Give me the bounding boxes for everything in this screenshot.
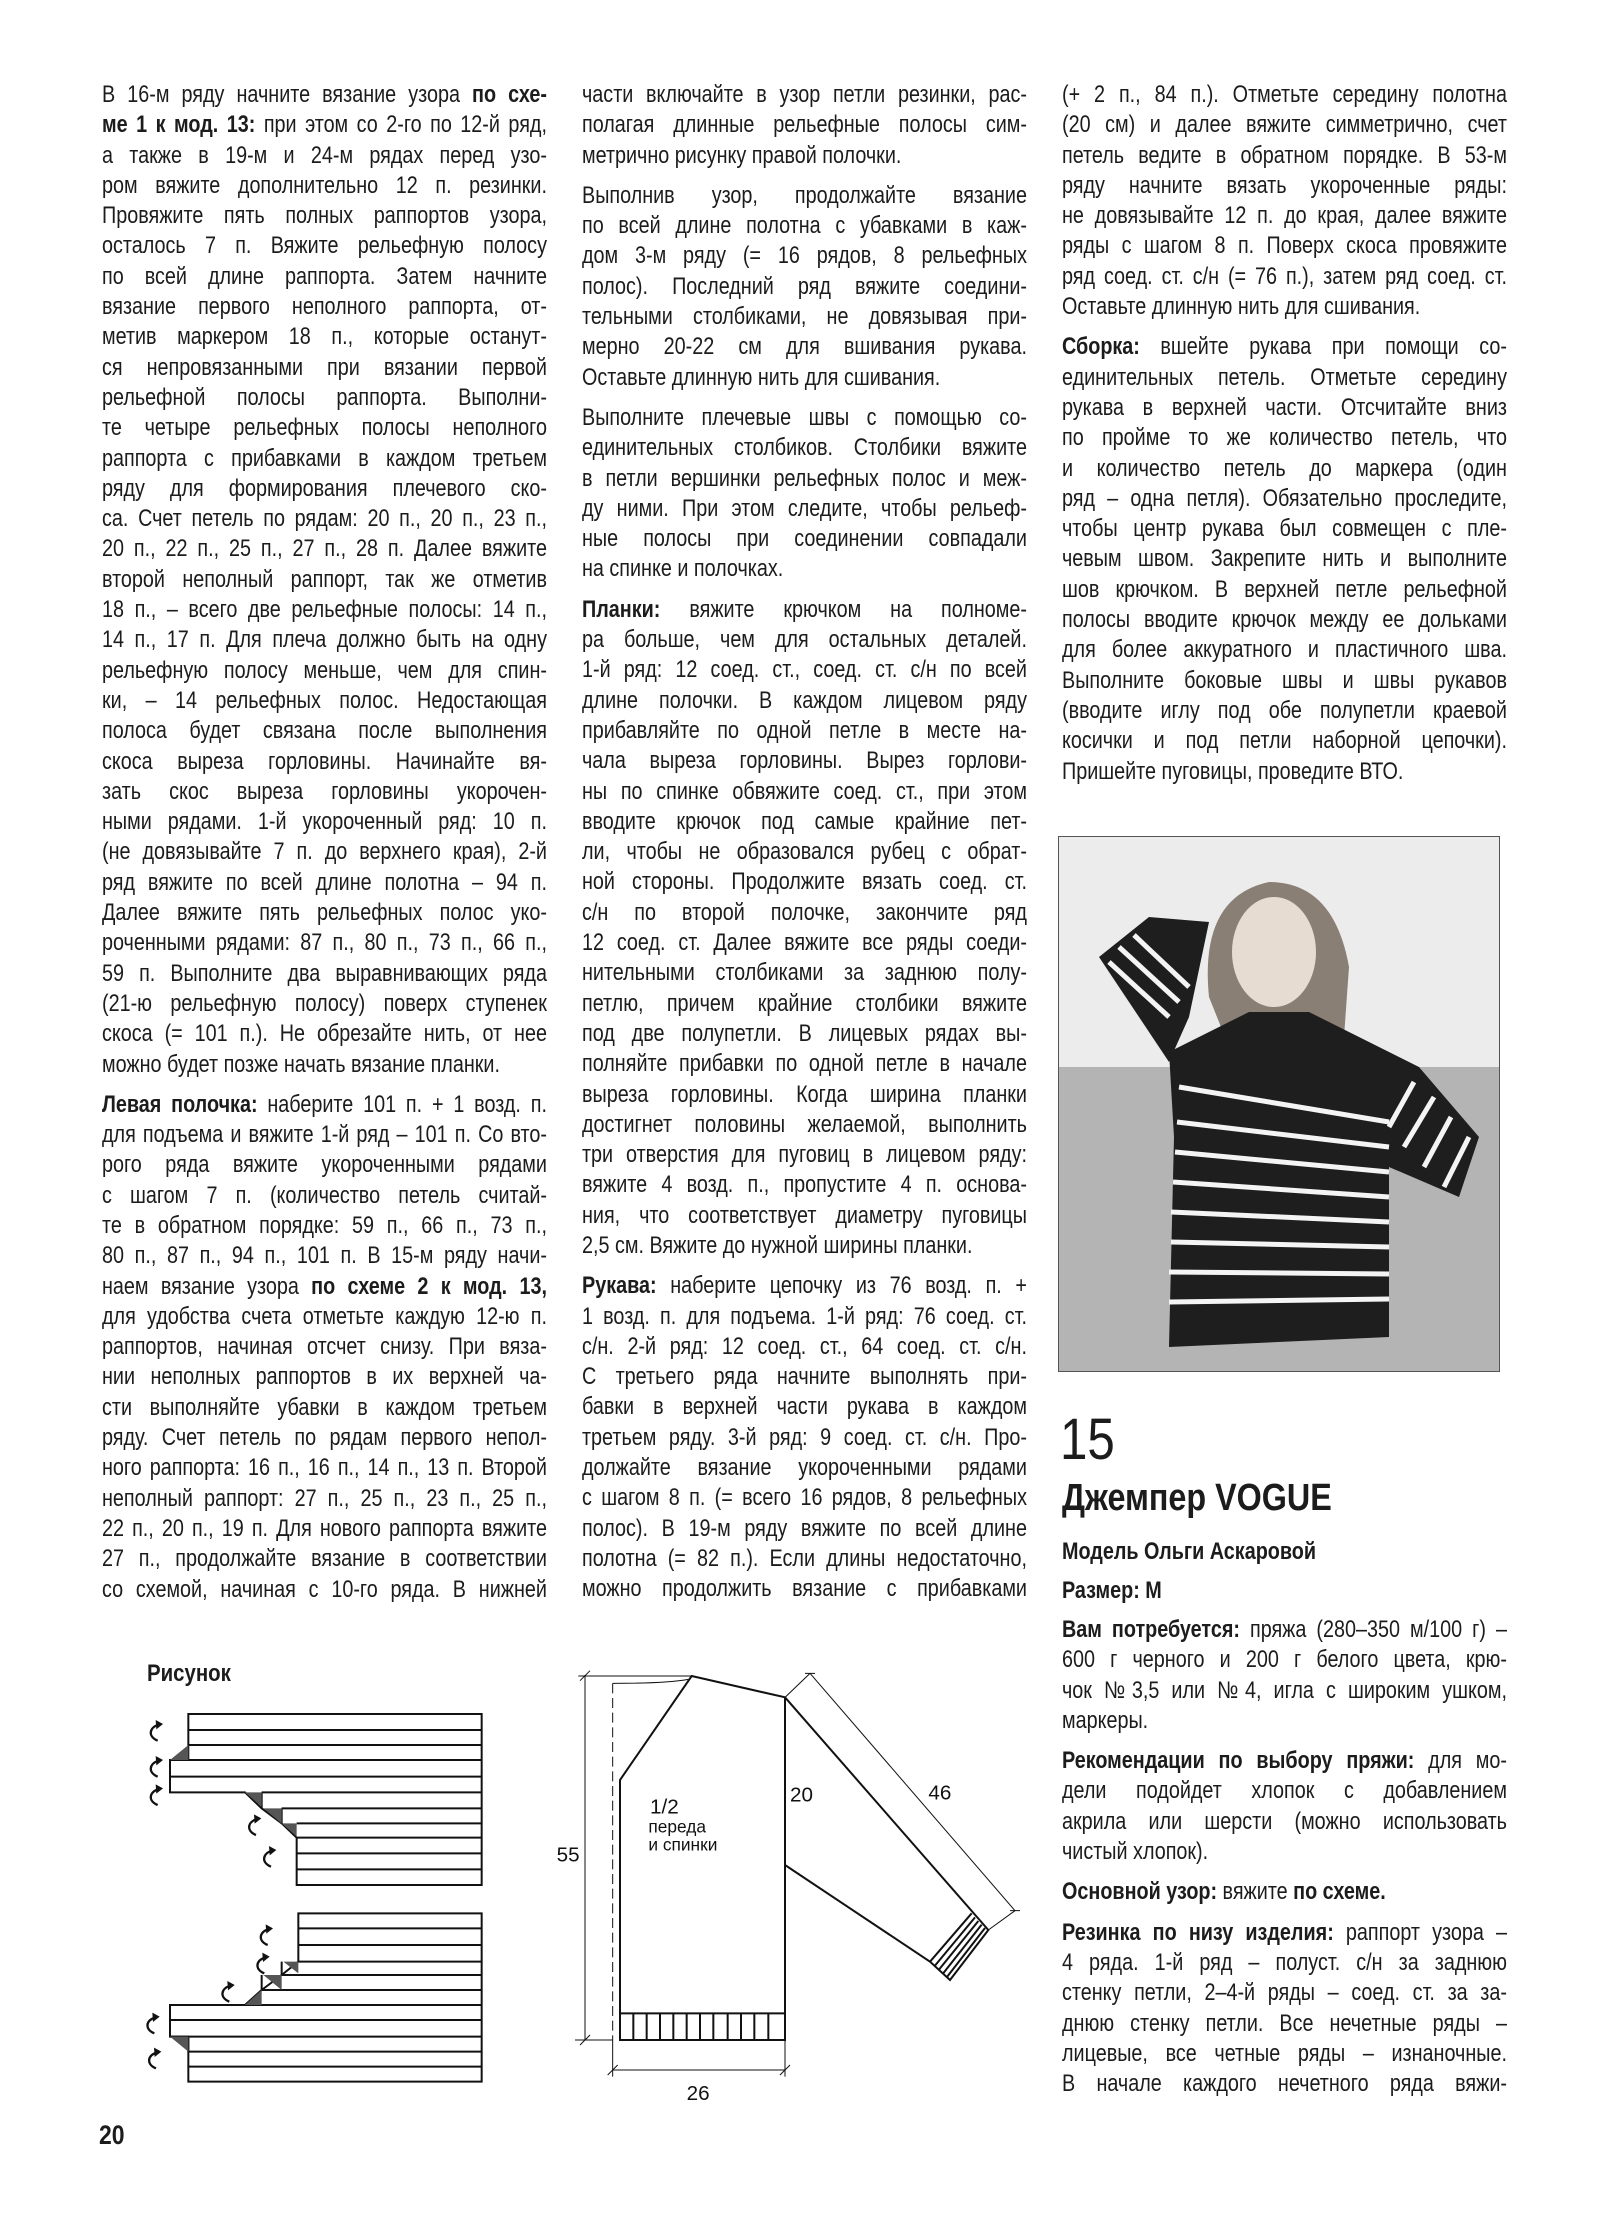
article-text <box>1062 1615 1507 2109</box>
text-line: под две полупетли. В лицевых рядах вы- <box>582 1019 1027 1047</box>
text-column-2 <box>582 80 1027 1615</box>
turn-arrow-icon <box>151 1720 163 1741</box>
text-line: ли, чтобы не образовался рубец с обрат- <box>582 838 1027 866</box>
text-segment: раппорт узора – <box>1333 1918 1507 1946</box>
text-line: чевым швом. Закрепите нить и выполните <box>1062 545 1507 573</box>
text-line: и количество петель до маркера (один <box>1062 454 1507 482</box>
text-segment: вяжите крючком на полноме- <box>660 595 1027 623</box>
text-line: скоса (= 101 п.). Не обрезайте нить, от нее <box>102 1020 547 1048</box>
text-line: С третьего ряда начните выполнять при- <box>582 1363 1027 1391</box>
garment-schematic <box>540 1640 1040 2120</box>
text-line: чтобы центр рукава был совмещен с пле- <box>1062 515 1507 543</box>
turn-arrow-icon <box>151 1756 163 1777</box>
text-line: те в обратном порядке: 59 п., 66 п., 73 п., <box>102 1211 547 1239</box>
text-line: раппорта с прибавками в каждом третьем <box>102 444 547 472</box>
text-line: бавки в верхней части рукава в каждом <box>582 1393 1027 1421</box>
text-line <box>1062 1877 1507 1907</box>
text-line: 1 возд. п. для подъема. 1-й ряд: 76 соед. ст. <box>582 1302 1027 1330</box>
text-line: петлю, причем крайние столбики вяжите <box>582 989 1027 1017</box>
turn-arrow-icon <box>257 1953 269 1974</box>
article-size: Размер: M <box>1062 1577 1162 1604</box>
text-line: на спинке и полочках. <box>582 555 784 583</box>
text-line: ные полосы при соединении совпадали <box>582 525 1027 553</box>
text-line: второй неполный раппорт, так же отметив <box>102 565 547 593</box>
text-line: по всей длине полотна с убавками в каж- <box>582 212 1027 240</box>
article-title: Джемпер VOGUE <box>1062 1477 1332 1519</box>
bold-lead: по схеме 2 к мод. 13, <box>311 1272 547 1300</box>
text-line: единительных петель. Отметьте середину <box>1062 363 1507 391</box>
text-line: раппортов, начиная отсчет снизу. При вяза- <box>102 1333 547 1361</box>
text-line: чистый хлопок). <box>1062 1838 1209 1866</box>
bold-lead: Планки: <box>582 595 661 623</box>
page-number: 20 <box>99 2120 125 2150</box>
text-line: Пришейте пуговицы, проведите ВТО. <box>1062 757 1404 785</box>
paragraph <box>1062 1746 1507 1867</box>
text-line: в петли вершинки рельефных полос и меж- <box>582 464 1027 492</box>
text-line: ной стороны. Продолжите вязать соед. ст. <box>582 868 1027 896</box>
text-line: дом 3-м ряду (= 16 рядов, 8 рельефных <box>582 242 1027 270</box>
text-line: (вводите иглу под обе полупетли краевой <box>1062 696 1507 724</box>
text-line: для подъема и вяжите 1-й ряд – 101 п. Со вто- <box>102 1121 547 1149</box>
text-line: 2,5 см. Вяжите до нужной ширины планки. <box>582 1231 973 1259</box>
text-line <box>102 80 547 110</box>
paragraph <box>582 1271 1027 1604</box>
shaded-corner <box>170 1745 188 1760</box>
text-line: ром вяжите дополнительно 12 п. резинки. <box>102 171 547 199</box>
text-line: маркеры. <box>1062 1706 1149 1734</box>
text-line: сти выполняйте убавки в каждом третьем <box>102 1393 547 1421</box>
width-dimension-label: 26 <box>686 2082 710 2105</box>
text-line: ки, – 14 рельефных полос. Недостающая <box>102 686 547 714</box>
text-line: единительных столбиков. Столбики вяжите <box>582 434 1027 462</box>
text-line: достигнет половины желаемой, выполнить <box>582 1110 1027 1138</box>
paragraph <box>1062 332 1507 786</box>
text-line: скоса выреза горловины. Начинайте вя- <box>102 747 547 775</box>
text-line: ного раппорта: 16 п., 16 п., 14 п., 13 п. Второй <box>102 1454 547 1482</box>
text-segment: наберите цепочку из 76 возд. п. + <box>656 1272 1027 1300</box>
text-line <box>1062 1746 1507 1776</box>
text-line: со схемой, начиная с 10-го ряда. В нижней <box>102 1575 547 1603</box>
text-line: 12 соед. ст. Далее вяжите все ряды соеди- <box>582 929 1027 957</box>
text-line: а также в 19-м и 24-м рядах перед узо- <box>102 141 547 169</box>
text-line <box>102 110 547 140</box>
paragraph <box>582 80 1027 171</box>
text-line: чала выреза горловины. Вырез горлови- <box>582 747 1027 775</box>
bold-lead: по схеме. <box>1293 1878 1386 1906</box>
text-line: рельефную полосу меньше, чем для спин- <box>102 656 547 684</box>
text-line: чок №3,5 или №4, игла с широким ушком, <box>1062 1676 1507 1704</box>
text-line: три отверстия для пуговиц в лицевом ряду: <box>582 1141 1027 1169</box>
text-line: шов крючком. В верхней петле рельефной <box>1062 575 1507 603</box>
text-segment: при этом со 2-го по 12-й ряд, <box>255 111 547 139</box>
text-line: Провяжите пять полных раппортов узора, <box>102 202 547 230</box>
model-photo <box>1058 836 1500 1372</box>
text-line: с/н по второй полочке, закончите ряд <box>582 898 1027 926</box>
text-line <box>1062 1918 1507 1948</box>
text-line <box>102 1272 547 1302</box>
text-line: ряды с шагом 8 п. Поверх скоса провяжите <box>1062 232 1507 260</box>
text-line: по пройме то же количество петель, что <box>1062 424 1507 452</box>
text-line: 14 п., 17 п. Для плеча должно быть на одну <box>102 626 547 654</box>
text-line: петель ведите в обратном порядке. В 53-м <box>1062 141 1507 169</box>
text-line: тельными столбиками, не довязывая при- <box>582 303 1027 331</box>
text-line: 27 п., продолжайте вязание в соответствии <box>102 1545 547 1573</box>
article-author: Модель Ольги Аскаровой <box>1062 1538 1316 1565</box>
text-line: ряд соед. ст. с/н (= 76 п.), затем ряд соед. ст. <box>1062 262 1507 290</box>
text-line: полагая длинные рельефные полосы сим- <box>582 111 1027 139</box>
height-dimension-label: 55 <box>556 1843 580 1867</box>
text-line: рого ряда вяжите укороченными рядами <box>102 1151 547 1179</box>
body-outline <box>620 1676 785 2040</box>
photo-image <box>1059 837 1500 1372</box>
text-line: третьем ряду. 3-й ряд: 9 соед. ст. с/н. Про- <box>582 1423 1027 1451</box>
text-segment: для мо- <box>1414 1747 1507 1775</box>
text-line <box>1062 332 1507 362</box>
text-line: для удобства счета отметьте каждую 12-ю п. <box>102 1302 547 1330</box>
text-line: можно продолжить вязание с прибавками <box>582 1575 1027 1603</box>
text-line: с шагом 7 п. (количество петель считай- <box>102 1181 547 1209</box>
text-segment: наберите 101 п. + 1 возд. п. <box>257 1090 547 1118</box>
text-line: мерно 20-22 см для вшивания рукава. <box>582 333 1027 361</box>
paragraph <box>582 181 1027 393</box>
text-line: полос). Последний ряд вяжите соедини- <box>582 272 1027 300</box>
text-line: для более аккуратного и пластичного шва. <box>1062 636 1507 664</box>
turn-arrow-icon <box>264 1846 276 1867</box>
text-segment: вшейте рукава при помощи со- <box>1139 333 1507 361</box>
text-column-3 <box>1062 80 1507 797</box>
text-line: метив маркером 18 п., которые останут- <box>102 323 547 351</box>
bold-lead: Левая полочка: <box>102 1090 258 1118</box>
bold-lead: ме 1 к мод. 13: <box>102 111 256 139</box>
article-number: 15 <box>1060 1407 1115 1472</box>
text-line: с шагом 8 п. (= всего 16 рядов, 8 рельефных <box>582 1484 1027 1512</box>
turn-arrow-icon <box>222 1981 234 2002</box>
bold-lead: по схе- <box>472 81 547 108</box>
turn-arrow-icon <box>151 1784 163 1805</box>
paragraph <box>1062 1918 1507 2100</box>
text-line: ся непровязанными при вязании первой <box>102 353 547 381</box>
text-segment: наем вязание узора <box>102 1272 312 1300</box>
text-line: Выполните плечевые швы с помощью со- <box>582 403 1027 431</box>
turn-arrow-icon <box>149 2048 161 2069</box>
text-line: ными рядами. 1-й укороченный ряд: 10 п. <box>102 808 547 836</box>
bold-lead: Вам потребуется: <box>1062 1616 1240 1643</box>
text-line: днюю стенку петли. Все нечетные ряды – <box>1062 2009 1507 2037</box>
text-line: (не довязывайте 7 п. до верхнего края), 2-й <box>102 838 547 866</box>
text-line: полоса будет связана после выполнения <box>102 717 547 745</box>
text-line: ряд вяжите по всей длине полотна – 94 п. <box>102 868 547 896</box>
text-line: В начале каждого нечетного ряда вяжи- <box>1062 2070 1507 2098</box>
text-line: вязание первого неполного раппорта, от- <box>102 293 547 321</box>
text-line: выреза горловины. Когда ширина планки <box>582 1080 1027 1108</box>
text-line <box>582 1271 1027 1301</box>
text-line: метрично рисунку правой полочки. <box>582 141 902 169</box>
text-line: рельефной полосы раппорта. Выполни- <box>102 383 547 411</box>
text-line: 18 п., – всего две рельефные полосы: 14 п., <box>102 596 547 624</box>
text-segment: вяжите <box>1217 1878 1294 1906</box>
text-line: ряд – одна петля). Обязательно проследите, <box>1062 484 1507 512</box>
text-line: лицевые, все четные ряды – изнаночные. <box>1062 2039 1507 2067</box>
bold-lead: Резинка по низу изделия: <box>1062 1918 1334 1946</box>
paragraph <box>1062 1615 1507 1736</box>
paragraph <box>582 595 1027 1262</box>
text-line: вяжите 4 возд. п., пропустите 4 п. основа- <box>582 1171 1027 1199</box>
paragraph <box>1062 80 1507 322</box>
text-line: полосы вводите крючок между ее дольками <box>1062 606 1507 634</box>
text-line: Выполнив узор, продолжайте вязание <box>582 181 1027 209</box>
text-line: полос). В 19-м ряду вяжите по всей длине <box>582 1514 1027 1542</box>
turn-arrow-icon <box>261 1924 273 1945</box>
text-column-1 <box>102 80 547 1615</box>
text-line: акрила или шерсти (можно использовать <box>1062 1807 1507 1835</box>
text-line: должайте вязание укороченными рядами <box>582 1454 1027 1482</box>
piece-fraction-label: 1/2 <box>650 1795 679 1819</box>
text-line: Оставьте длинную нить для сшивания. <box>1062 293 1421 321</box>
text-line: нительными столбиками за заднюю полу- <box>582 959 1027 987</box>
sleeve-dimension-label: 46 <box>928 1781 952 1805</box>
pattern-figure-title: Рисунок <box>147 1660 231 1687</box>
paragraph <box>102 80 547 1080</box>
text-line <box>582 595 1027 625</box>
text-line: можно будет позже начать вязание планки. <box>102 1050 500 1078</box>
text-line: те четыре рельефных полосы неполного <box>102 414 547 442</box>
text-line: не довязывайте 12 п. до края, далее вяжите <box>1062 202 1507 230</box>
text-line: рукава в верхней части. Отсчитайте вниз <box>1062 393 1507 421</box>
turn-arrow-icon <box>147 2013 159 2034</box>
text-segment: пряжа (280–350 м/100 г) – <box>1239 1616 1507 1643</box>
text-line: полотна (= 82 п.). Если длины недостаточно, <box>582 1544 1027 1572</box>
bold-lead: Основной узор: <box>1062 1878 1218 1906</box>
bold-lead: Сборка: <box>1062 333 1140 361</box>
text-line: Далее вяжите пять рельефных полос уко- <box>102 899 547 927</box>
paragraph <box>102 1090 547 1605</box>
text-line: 600 г черного и 200 г белого цвета, крю- <box>1062 1646 1507 1674</box>
text-line <box>102 1090 547 1120</box>
text-line: 20 п., 22 п., 25 п., 27 п., 28 п. Далее вяжите <box>102 535 547 563</box>
text-line: длине полочки. В каждом лицевом ряду <box>582 686 1027 714</box>
text-line: роченными рядами: 87 п., 80 п., 73 п., 66 п., <box>102 929 547 957</box>
text-line: прибавляйте по одной петле в месте на- <box>582 716 1027 744</box>
text-line: осталось 7 п. Вяжите рельефную полосу <box>102 232 547 260</box>
text-line: ния, что соответствует диаметру пуговицы <box>582 1201 1027 1229</box>
paragraph <box>582 403 1027 585</box>
bold-lead: Рукава: <box>582 1272 657 1300</box>
turn-arrow-icon <box>249 1814 261 1835</box>
text-line: дели подойдет хлопок с добавлением <box>1062 1777 1507 1805</box>
text-line: са. Счет петель по рядам: 20 п., 20 п., 23 п., <box>102 505 547 533</box>
text-line: 80 п., 87 п., 94 п., 101 п. В 15-м ряду начи- <box>102 1242 547 1270</box>
armhole-dimension-label: 20 <box>790 1783 813 1807</box>
text-line: зать скос выреза горловины укорочен- <box>102 777 547 805</box>
text-line: (20 см) и далее вяжите симметрично, счет <box>1062 111 1507 139</box>
paragraph <box>1062 1877 1507 1907</box>
text-line: с/н. 2-й ряд: 12 соед. ст., 64 соед. ст. с/н. <box>582 1332 1027 1360</box>
text-line: Оставьте длинную нить для сшивания. <box>582 363 941 391</box>
text-line <box>1062 1615 1507 1645</box>
text-line: по всей длине раппорта. Затем начните <box>102 262 547 290</box>
text-line: вводите крючок под самые крайние пет- <box>582 807 1027 835</box>
text-line: ряду начните вязать укороченные ряды: <box>1062 171 1507 199</box>
pattern-diagram <box>130 1640 530 2090</box>
text-line: (+ 2 п., 84 п.). Отметьте середину полотна <box>1062 81 1507 108</box>
text-line: полняйте прибавки по одной петле в начале <box>582 1050 1027 1078</box>
piece-label-line1: переда <box>648 1816 707 1837</box>
bold-lead: Рекомендации по выбору пряжи: <box>1062 1747 1415 1775</box>
text-line: 4 ряда. 1-й ряд – полуст. с/н за заднюю <box>1062 1948 1507 1976</box>
text-line: 22 п., 20 п., 19 п. Для нового раппорта вяжите <box>102 1514 547 1542</box>
text-line: нии неполных раппортов в их верхней ча- <box>102 1363 547 1391</box>
text-line: неполный раппорт: 27 п., 25 п., 23 п., 25 п., <box>102 1484 547 1512</box>
text-line: части включайте в узор петли резинки, рас- <box>582 81 1027 108</box>
text-line: ра больше, чем для остальных деталей. <box>582 626 1027 654</box>
text-line: 1-й ряд: 12 соед. ст., соед. ст. с/н по всей <box>582 656 1027 684</box>
piece-label-line2: и спинки <box>648 1834 718 1855</box>
text-line: ряду. Счет петель по рядам первого непол- <box>102 1424 547 1452</box>
text-line: Выполните боковые швы и швы рукавов <box>1062 666 1507 694</box>
text-line: 59 п. Выполните два выравнивающих ряда <box>102 959 547 987</box>
text-line: косички и под петли наборной цепочки). <box>1062 727 1507 755</box>
text-line: ду ними. При этом следите, чтобы рельеф- <box>582 494 1027 522</box>
text-line: ряду для формирования плечевого ско- <box>102 474 547 502</box>
text-line: ны по спинке обвяжите соед. ст., при этом <box>582 777 1027 805</box>
text-line: стенку петли, 2–4-й ряды – соед. ст. за за- <box>1062 1979 1507 2007</box>
text-segment: В 16-м ряду начните вязание узора <box>102 81 473 108</box>
text-line: (21-ю рельефную полосу) поверх ступенек <box>102 989 547 1017</box>
